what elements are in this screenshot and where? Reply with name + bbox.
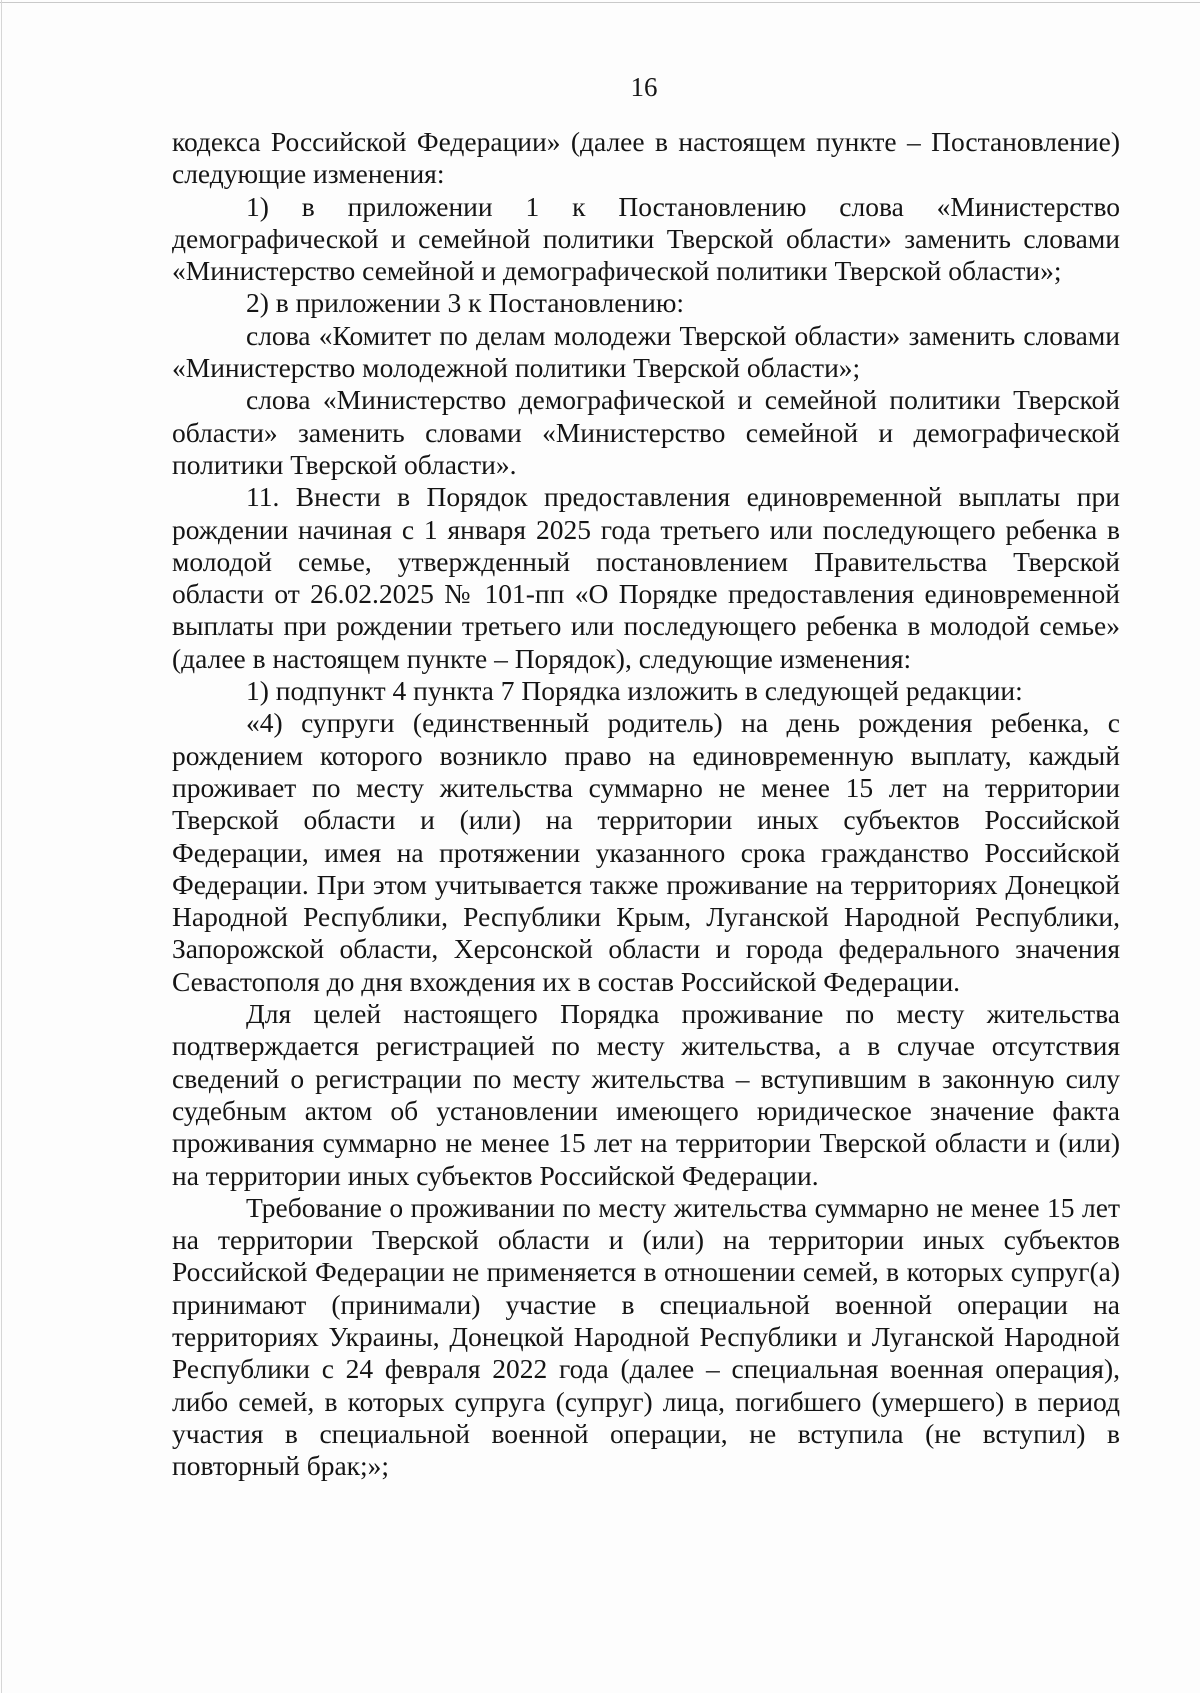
paragraph-item-11: 11. Внести в Порядок предоставления единовременной выплаты при рождении начиная с 1 января 2025 года третьего или последующего ребенка в молодой семье, утвержденный постановлением Правительства Тверской области от 26.02.2025 № 101-пп «О Порядке предоставления единовременной выплаты при рождении третьего или последующего ребенка в молодой семье» (далее в настоящем пункте – Порядок), следующие изменения: xyxy=(172,481,1120,674)
paragraph-continuation: кодекса Российской Федерации» (далее в настоящем пункте – Постановление) следующие изменения: xyxy=(172,126,1120,190)
scan-edge-left xyxy=(1,0,2,1693)
paragraph-subitem-2: 2) в приложении 3 к Постановлению: xyxy=(246,287,685,319)
paragraph-residence-exemption: Требование о проживании по месту жительства суммарно не менее 15 лет на территории Тверской области и (или) на территории иных субъектов Российской Федерации не применяется в отношении семей, в которых супруг(а) принимают (принимали) участие в специальной военной операции на территориях Украины, Донецкой Народной Республики и Луганской Народной Республики с 24 февраля 2022 года (далее – специальная военная операция), либо семей, в которых супруга (супруг) лица, погибшего (умершего) в период участия в специальной военной операции, не вступила (не вступил) в повторный брак;»; xyxy=(172,1191,1120,1482)
paragraph-item-11-subitem-1: 1) подпункт 4 пункта 7 Порядка изложить в следующей редакции: xyxy=(246,675,1023,707)
page-number: 16 xyxy=(630,72,658,102)
paragraph-words-ministry: слова «Министерство демографической и семейной политики Тверской области» заменить словами «Министерство семейной и демографической политики Тверской области». xyxy=(172,384,1120,480)
paragraph-new-wording: «4) супруги (единственный родитель) на день рождения ребенка, с рождением которого возникло право на единовременную выплату, каждый проживает по месту жительства суммарно не менее 15 лет на территории Тверской области и (или) на территории иных субъектов Российской Федерации, имея на протяжении указанного срока гражданство Российской Федерации. При этом учитывается также проживание на территориях Донецкой Народной Республики, Республики Крым, Луганской Народной Республики, Запорожской области, Херсонской области и города федерального значения Севастополя до дня вхождения их в состав Российской Федерации. xyxy=(172,707,1120,997)
scan-edge-top xyxy=(0,2,1200,3)
paragraph-subitem-1: 1) в приложении 1 к Постановлению слова «Министерство демографической и семейной политики Тверской области» заменить словами «Министерство семейной и демографической политики Тверской области»; xyxy=(172,190,1120,287)
paragraph-residence-confirmation: Для целей настоящего Порядка проживание по месту жительства подтверждается регистрацией по месту жительства, а в случае отсутствия сведений о регистрации по месту жительства – вступившим в законную силу судебным актом об установлении имеющего юридическое значение факта проживания суммарно не менее 15 лет на территории Тверской области и (или) на территории иных субъектов Российской Федерации. xyxy=(172,998,1120,1191)
document-body xyxy=(172,126,1120,1482)
paragraph-words-committee: слова «Комитет по делам молодежи Тверской области» заменить словами «Министерство молодежной политики Тверской области»; xyxy=(172,319,1120,384)
